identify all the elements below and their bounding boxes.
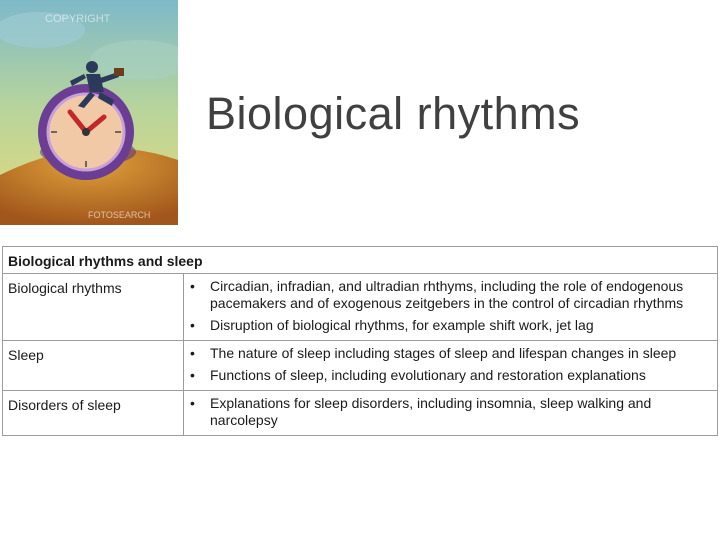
credit-text: FOTOSEARCH (88, 210, 151, 220)
content-cell (184, 274, 718, 341)
topic-cell: Biological rhythms (3, 274, 184, 341)
table-row (3, 274, 718, 341)
syllabus-table (2, 246, 718, 436)
watermark-text: COPYRIGHT (45, 13, 111, 25)
slide-title: Biological rhythms (206, 88, 581, 139)
list-item: • The nature of sleep including stages of sleep and lifespan changes in sleep (188, 345, 712, 362)
clock-runner-illustration (0, 0, 178, 225)
list-item: • Circadian, infradian, and ultradian rhthyms, including the role of endogenous pacemakers and of exogenous zeitgebers in the control of circadian rhythms (188, 278, 712, 312)
table-header: Biological rhythms and sleep (3, 247, 718, 274)
table-row (3, 391, 718, 436)
clock-runner-icon (0, 0, 178, 225)
content-cell (184, 341, 718, 391)
list-item: • Functions of sleep, including evolutionary and restoration explanations (188, 367, 712, 384)
content-cell (184, 391, 718, 436)
table-row (3, 341, 718, 391)
list-item: • Explanations for sleep disorders, including insomnia, sleep walking and narcolepsy (188, 395, 712, 429)
topic-cell: Sleep (3, 341, 184, 391)
list-item: • Disruption of biological rhythms, for example shift work, jet lag (188, 317, 712, 334)
topic-cell: Disorders of sleep (3, 391, 184, 436)
